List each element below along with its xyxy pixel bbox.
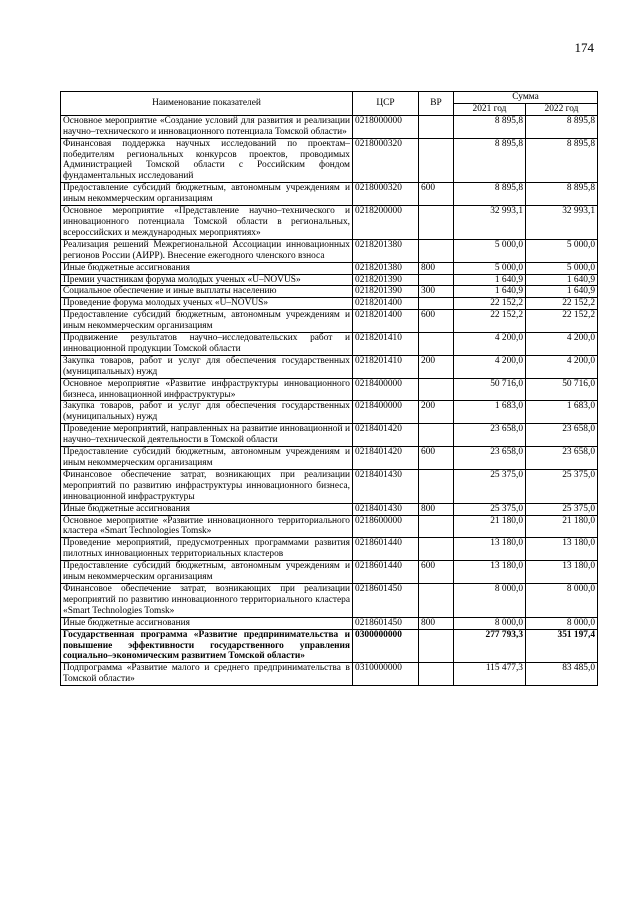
- row-sum-2021: 115 477,3: [454, 663, 526, 686]
- row-csr: 0218201390: [353, 286, 419, 298]
- header-name: Наименование показателей: [61, 92, 353, 116]
- row-sum-2021: 8 000,0: [454, 617, 526, 629]
- row-sum-2022: 1 640,9: [526, 286, 598, 298]
- row-sum-2021: 1 640,9: [454, 274, 526, 286]
- row-sum-2022: 8 895,8: [526, 183, 598, 206]
- row-name: Предоставление субсидий бюджетным, автономным учреждениям и иным некоммерческим организациям: [61, 310, 353, 333]
- row-vr: 600: [419, 447, 454, 470]
- row-csr: 0218000320: [353, 183, 419, 206]
- row-sum-2022: 21 180,0: [526, 515, 598, 538]
- row-name: Государственная программа «Развитие предпринимательства и повышение эффективности государственного управления социально–экономическим развитием Томской области»: [61, 629, 353, 663]
- row-sum-2022: 1 683,0: [526, 401, 598, 424]
- table-row: [61, 424, 598, 447]
- row-name: Предоставление субсидий бюджетным, автономным учреждениям и иным некоммерческим организациям: [61, 447, 353, 470]
- row-vr: [419, 424, 454, 447]
- table-row: [61, 378, 598, 401]
- row-vr: 800: [419, 503, 454, 515]
- row-sum-2022: 8 895,8: [526, 138, 598, 183]
- row-vr: [419, 469, 454, 503]
- budget-table: [60, 91, 598, 686]
- table-row: [61, 515, 598, 538]
- row-sum-2021: 4 200,0: [454, 355, 526, 378]
- row-vr: 600: [419, 183, 454, 206]
- row-vr: [419, 206, 454, 240]
- row-name: Продвижение результатов научно–исследовательских работ и инновационной продукции Томской области: [61, 333, 353, 356]
- row-vr: [419, 629, 454, 663]
- row-csr: 0218201400: [353, 310, 419, 333]
- row-csr: 0218601440: [353, 561, 419, 584]
- row-sum-2021: 50 716,0: [454, 378, 526, 401]
- row-csr: 0218000320: [353, 138, 419, 183]
- row-vr: [419, 115, 454, 138]
- row-sum-2022: 5 000,0: [526, 239, 598, 262]
- row-vr: [419, 663, 454, 686]
- row-csr: 0218201410: [353, 355, 419, 378]
- table-row: [61, 286, 598, 298]
- row-name: Реализация решений Межрегиональной Ассоциации инновационных регионов России (АИРР). Внесение ежегодного членского взноса: [61, 239, 353, 262]
- row-vr: [419, 378, 454, 401]
- row-name: Предоставление субсидий бюджетным, автономным учреждениям и иным некоммерческим организациям: [61, 561, 353, 584]
- row-sum-2021: 8 895,8: [454, 138, 526, 183]
- table-row: [61, 274, 598, 286]
- row-csr: 0218201400: [353, 298, 419, 310]
- row-sum-2021: 25 375,0: [454, 469, 526, 503]
- row-csr: 0218201410: [353, 333, 419, 356]
- row-sum-2022: 32 993,1: [526, 206, 598, 240]
- page-number: 174: [574, 40, 594, 55]
- row-sum-2021: 23 658,0: [454, 424, 526, 447]
- row-name: Проведение мероприятий, предусмотренных программами развития пилотных инновационных территориальных кластеров: [61, 538, 353, 561]
- row-vr: [419, 138, 454, 183]
- row-sum-2022: 13 180,0: [526, 538, 598, 561]
- row-sum-2021: 8 000,0: [454, 583, 526, 617]
- row-name: Финансовое обеспечение затрат, возникающих при реализации мероприятий по развитию инновационного территориального кластера «Smart Technologies Tomsk»: [61, 583, 353, 617]
- row-vr: [419, 538, 454, 561]
- table-row: [61, 663, 598, 686]
- row-name: Закупка товаров, работ и услуг для обеспечения государственных (муниципальных) нужд: [61, 401, 353, 424]
- row-csr: 0218601450: [353, 583, 419, 617]
- table-row: [61, 262, 598, 274]
- row-vr: 600: [419, 310, 454, 333]
- table-row: [61, 333, 598, 356]
- row-sum-2022: 25 375,0: [526, 503, 598, 515]
- table-row: [61, 469, 598, 503]
- row-vr: [419, 298, 454, 310]
- table-row: [61, 629, 598, 663]
- row-vr: [419, 515, 454, 538]
- row-csr: 0218201380: [353, 239, 419, 262]
- row-sum-2021: 8 895,8: [454, 183, 526, 206]
- row-csr: 0218000000: [353, 115, 419, 138]
- row-csr: 0218601450: [353, 617, 419, 629]
- row-name: Иные бюджетные ассигнования: [61, 503, 353, 515]
- row-sum-2021: 1 683,0: [454, 401, 526, 424]
- row-vr: [419, 583, 454, 617]
- header-year-2022: 2022 год: [526, 103, 598, 115]
- row-sum-2021: 25 375,0: [454, 503, 526, 515]
- row-vr: [419, 274, 454, 286]
- table-header-row: [61, 92, 598, 104]
- row-sum-2022: 22 152,2: [526, 310, 598, 333]
- table-row: [61, 115, 598, 138]
- row-name: Закупка товаров, работ и услуг для обеспечения государственных (муниципальных) нужд: [61, 355, 353, 378]
- table-row: [61, 561, 598, 584]
- row-name: Подпрограмма «Развитие малого и среднего предпринимательства в Томской области»: [61, 663, 353, 686]
- row-csr: 0218201390: [353, 274, 419, 286]
- row-name: Иные бюджетные ассигнования: [61, 262, 353, 274]
- row-csr: 0218401420: [353, 447, 419, 470]
- row-vr: 300: [419, 286, 454, 298]
- row-sum-2022: 8 000,0: [526, 583, 598, 617]
- row-sum-2021: 5 000,0: [454, 262, 526, 274]
- row-csr: 0218601440: [353, 538, 419, 561]
- row-name: Проведение мероприятий, направленных на развитие инновационной и научно–технической деятельности в Томской области: [61, 424, 353, 447]
- row-sum-2022: 8 895,8: [526, 115, 598, 138]
- row-vr: 800: [419, 617, 454, 629]
- row-sum-2021: 22 152,2: [454, 298, 526, 310]
- row-sum-2021: 21 180,0: [454, 515, 526, 538]
- header-csr: ЦСР: [353, 92, 419, 116]
- row-vr: 200: [419, 401, 454, 424]
- row-sum-2022: 23 658,0: [526, 424, 598, 447]
- row-csr: 0218201380: [353, 262, 419, 274]
- row-name: Проведение форума молодых ученых «U–NOVUS»: [61, 298, 353, 310]
- row-vr: [419, 239, 454, 262]
- row-csr: 0218401420: [353, 424, 419, 447]
- row-sum-2021: 32 993,1: [454, 206, 526, 240]
- row-csr: 0218400000: [353, 378, 419, 401]
- header-vr: ВР: [419, 92, 454, 116]
- row-sum-2022: 13 180,0: [526, 561, 598, 584]
- row-sum-2022: 4 200,0: [526, 355, 598, 378]
- row-sum-2021: 23 658,0: [454, 447, 526, 470]
- row-sum-2022: 8 000,0: [526, 617, 598, 629]
- row-sum-2022: 25 375,0: [526, 469, 598, 503]
- row-sum-2022: 4 200,0: [526, 333, 598, 356]
- row-sum-2022: 351 197,4: [526, 629, 598, 663]
- row-csr: 0218600000: [353, 515, 419, 538]
- row-csr: 0218401430: [353, 469, 419, 503]
- table-row: [61, 617, 598, 629]
- row-sum-2022: 50 716,0: [526, 378, 598, 401]
- row-name: Основное мероприятие «Развитие инфраструктуры инновационного бизнеса, инновационной инфраструктуры»: [61, 378, 353, 401]
- row-sum-2021: 13 180,0: [454, 561, 526, 584]
- row-name: Финансовое обеспечение затрат, возникающих при реализации мероприятий по развитию инфраструктуры инновационного бизнеса, инновационной инфраструктуры: [61, 469, 353, 503]
- row-sum-2021: 22 152,2: [454, 310, 526, 333]
- row-vr: 200: [419, 355, 454, 378]
- table-row: [61, 298, 598, 310]
- table-row: [61, 310, 598, 333]
- row-vr: 600: [419, 561, 454, 584]
- row-csr: 0310000000: [353, 663, 419, 686]
- row-sum-2021: 8 895,8: [454, 115, 526, 138]
- table-row: [61, 538, 598, 561]
- table-row: [61, 355, 598, 378]
- row-name: Основное мероприятие «Создание условий для развития и реализации научно–технического и инновационного потенциала Томской области»: [61, 115, 353, 138]
- row-name: Финансовая поддержка научных исследований по проектам–победителям региональных конкурсов проектов, проводимых Администрацией Томской области с Российским фондом фундаментальных исследований: [61, 138, 353, 183]
- row-sum-2022: 22 152,2: [526, 298, 598, 310]
- row-vr: 800: [419, 262, 454, 274]
- row-name: Предоставление субсидий бюджетным, автономным учреждениям и иным некоммерческим организациям: [61, 183, 353, 206]
- table-row: [61, 503, 598, 515]
- row-name: Основное мероприятие «Представление научно–технического и инновационного потенциала Томской области в региональных, всероссийских и международных мероприятиях»: [61, 206, 353, 240]
- row-name: Премии участникам форума молодых ученых «U–NOVUS»: [61, 274, 353, 286]
- header-sum: Сумма: [454, 92, 598, 104]
- table-row: [61, 401, 598, 424]
- row-csr: 0218200000: [353, 206, 419, 240]
- table-row: [61, 239, 598, 262]
- row-name: Иные бюджетные ассигнования: [61, 617, 353, 629]
- row-sum-2022: 5 000,0: [526, 262, 598, 274]
- row-sum-2021: 5 000,0: [454, 239, 526, 262]
- row-sum-2022: 23 658,0: [526, 447, 598, 470]
- row-sum-2021: 1 640,9: [454, 286, 526, 298]
- row-csr: 0218401430: [353, 503, 419, 515]
- row-csr: 0300000000: [353, 629, 419, 663]
- table-row: [61, 206, 598, 240]
- row-sum-2021: 4 200,0: [454, 333, 526, 356]
- header-year-2021: 2021 год: [454, 103, 526, 115]
- row-name: Социальное обеспечение и иные выплаты населению: [61, 286, 353, 298]
- row-sum-2022: 83 485,0: [526, 663, 598, 686]
- row-sum-2021: 13 180,0: [454, 538, 526, 561]
- row-sum-2021: 277 793,3: [454, 629, 526, 663]
- row-name: Основное мероприятие «Развитие инновационного территориального кластера «Smart Technologies Tomsk»: [61, 515, 353, 538]
- table-row: [61, 583, 598, 617]
- table-row: [61, 138, 598, 183]
- table-row: [61, 183, 598, 206]
- row-vr: [419, 333, 454, 356]
- table-row: [61, 447, 598, 470]
- row-csr: 0218400000: [353, 401, 419, 424]
- row-sum-2022: 1 640,9: [526, 274, 598, 286]
